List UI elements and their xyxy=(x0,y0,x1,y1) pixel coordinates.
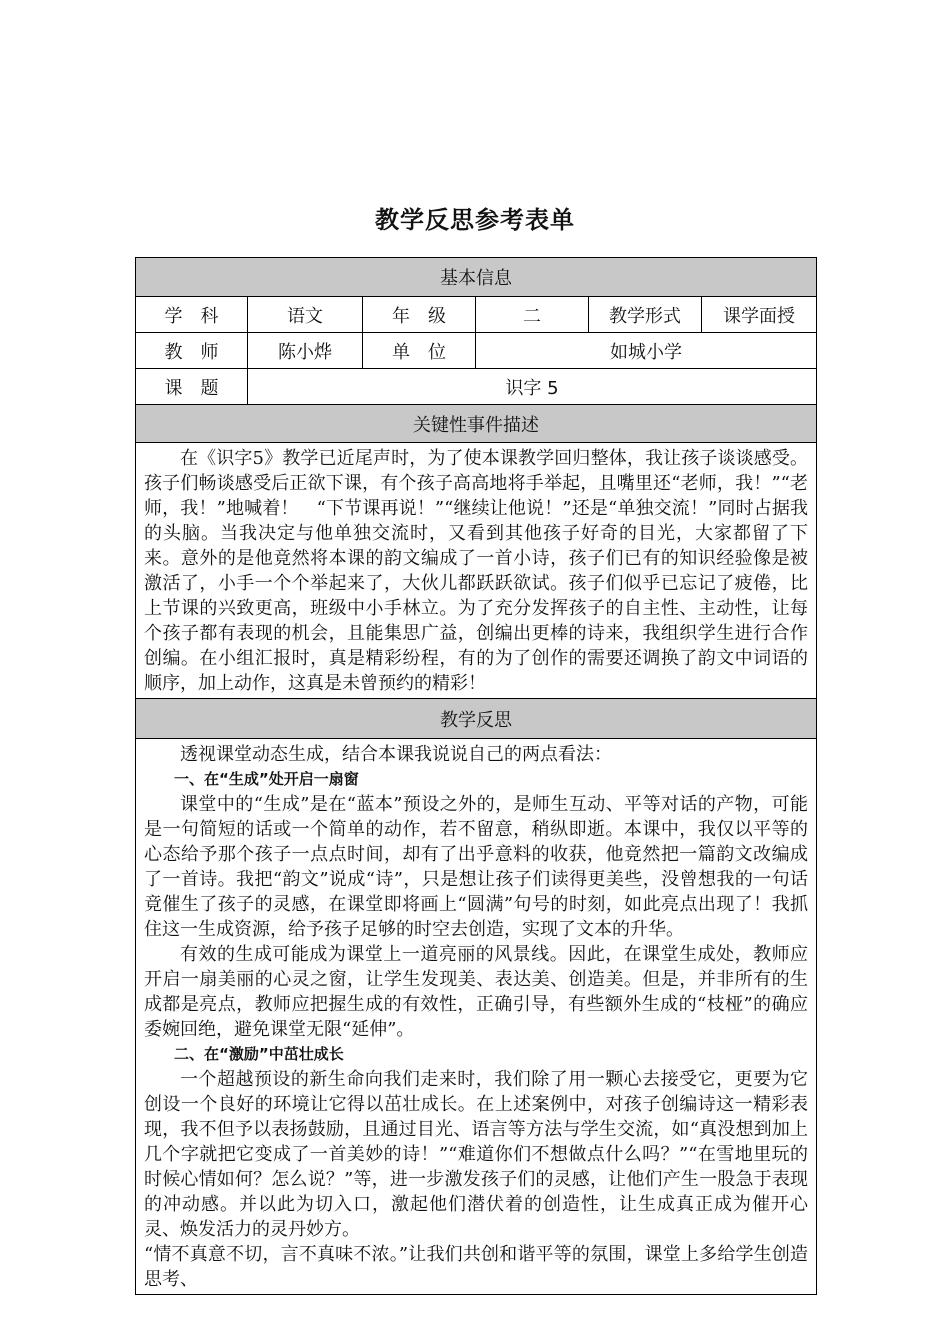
page-title: 教学反思参考表单 xyxy=(375,206,575,234)
section-teaching-reflection: 教学反思 xyxy=(136,699,817,739)
teacher-label: 教 师 xyxy=(136,333,248,369)
teaching-form-value: 课学面授 xyxy=(702,297,817,333)
point2-heading: 二、在“激励”中茁壮成长 xyxy=(174,1045,344,1063)
point1-paragraph-1: 课堂中的“生成”是在“蓝本”预设之外的，是师生互动、平等对话的产物，可能是一句简短的话或一个简单的动作，若不留意，稍纵即逝。本课中，我仅以平等的心态给予那个孩子一点点时间，却有了出乎意料的收获，他竟然把一篇韵文改编成了一首诗。我把“韵文”说成“诗”，只是想让孩子们读得更美些，没曾想我的一句话竟催生了孩子的灵感，在课堂即将画上“圆满”句号的时刻，如此亮点出现了！我抓住这一生成资源，给予孩子足够的时空去创造，实现了文本的升华。 xyxy=(144,794,809,940)
unit-label: 单 位 xyxy=(363,333,476,369)
reflection-intro: 透视课堂动态生成，结合本课我说说自己的两点看法： xyxy=(180,744,612,765)
topic-value: 识字 5 xyxy=(248,369,817,405)
teaching-form-label: 教学形式 xyxy=(589,297,702,333)
subject-label: 学 科 xyxy=(136,297,248,333)
point2-paragraph-2: “情不真意不切，言不真味不浓。”让我们共创和谐平等的氛围，课堂上多给学生创造思考、 xyxy=(144,1244,809,1290)
topic-label: 课 题 xyxy=(136,369,248,405)
teacher-value: 陈小烨 xyxy=(248,333,363,369)
section-basic-info: 基本信息 xyxy=(136,258,817,297)
key-event-body xyxy=(136,443,817,699)
point2-paragraph-1: 一个超越预设的新生命向我们走来时，我们除了用一颗心去接受它，更要为它创设一个良好的环境让它得以茁壮成长。在上述案例中，对孩子创编诗这一精彩表现，我不但予以表扬鼓励，且通过目光、语言等方法与学生交流，如“真没想到加上几个字就把它变成了一首美妙的诗！”“难道你们不想做点什么吗？”“在雪地里玩的时候心情如何？怎么说？”等，进一步激发孩子们的灵感，让他们产生一股急于表现的冲动感。并以此为切入口，激起他们潜伏着的创造性，让生成真正成为催开心灵、焕发活力的灵丹妙方。 xyxy=(144,1069,809,1240)
grade-label: 年 级 xyxy=(363,297,476,333)
grade-value: 二 xyxy=(476,297,589,333)
section-key-event: 关键性事件描述 xyxy=(136,405,817,443)
subject-value: 语文 xyxy=(248,297,363,333)
reflection-body xyxy=(136,739,817,1295)
key-event-paragraph: 在《识字5》教学已近尾声时，为了使本课教学回归整体，我让孩子谈谈感受。孩子们畅谈感受后正欲下课，有个孩子高高地将手举起，且嘴里还“老师，我！”“老师，我！”地喊着！ “下节课再说！”“继续让他说！”还是“单独交流！”同时占据我的头脑。当我决定与他单独交流时，又看到其他孩子好奇的目光，大家都留了下来。意外的是他竟然将本课的韵文编成了一首小诗，孩子们已有的知识经验像是被激活了，小手一个个举起来了，大伙儿都跃跃欲试。孩子们似乎已忘记了疲倦，比上节课的兴致更高，班级中小手林立。为了充分发挥孩子的自主性、主动性，让每个孩子都有表现的机会，且能集思广益，创编出更棒的诗来，我组织学生进行合作创编。在小组汇报时，真是精彩纷程，有的为了创作的需要还调换了韵文中词语的顺序，加上动作，这真是未曾预约的精彩！ xyxy=(144,448,809,694)
point1-heading: 一、在“生成”处开启一扇窗 xyxy=(174,770,359,788)
point1-paragraph-2: 有效的生成可能成为课堂上一道亮丽的风景线。因此，在课堂生成处，教师应开启一扇美丽的心灵之窗，让学生发现美、表达美、创造美。但是，并非所有的生成都是亮点，教师应把握生成的有效性，正确引导，有些额外生成的“枝桠”的确应委婉回绝，避免课堂无限“延伸”。 xyxy=(144,944,809,1040)
reflection-form-table xyxy=(135,257,817,1295)
unit-value: 如城小学 xyxy=(476,333,817,369)
